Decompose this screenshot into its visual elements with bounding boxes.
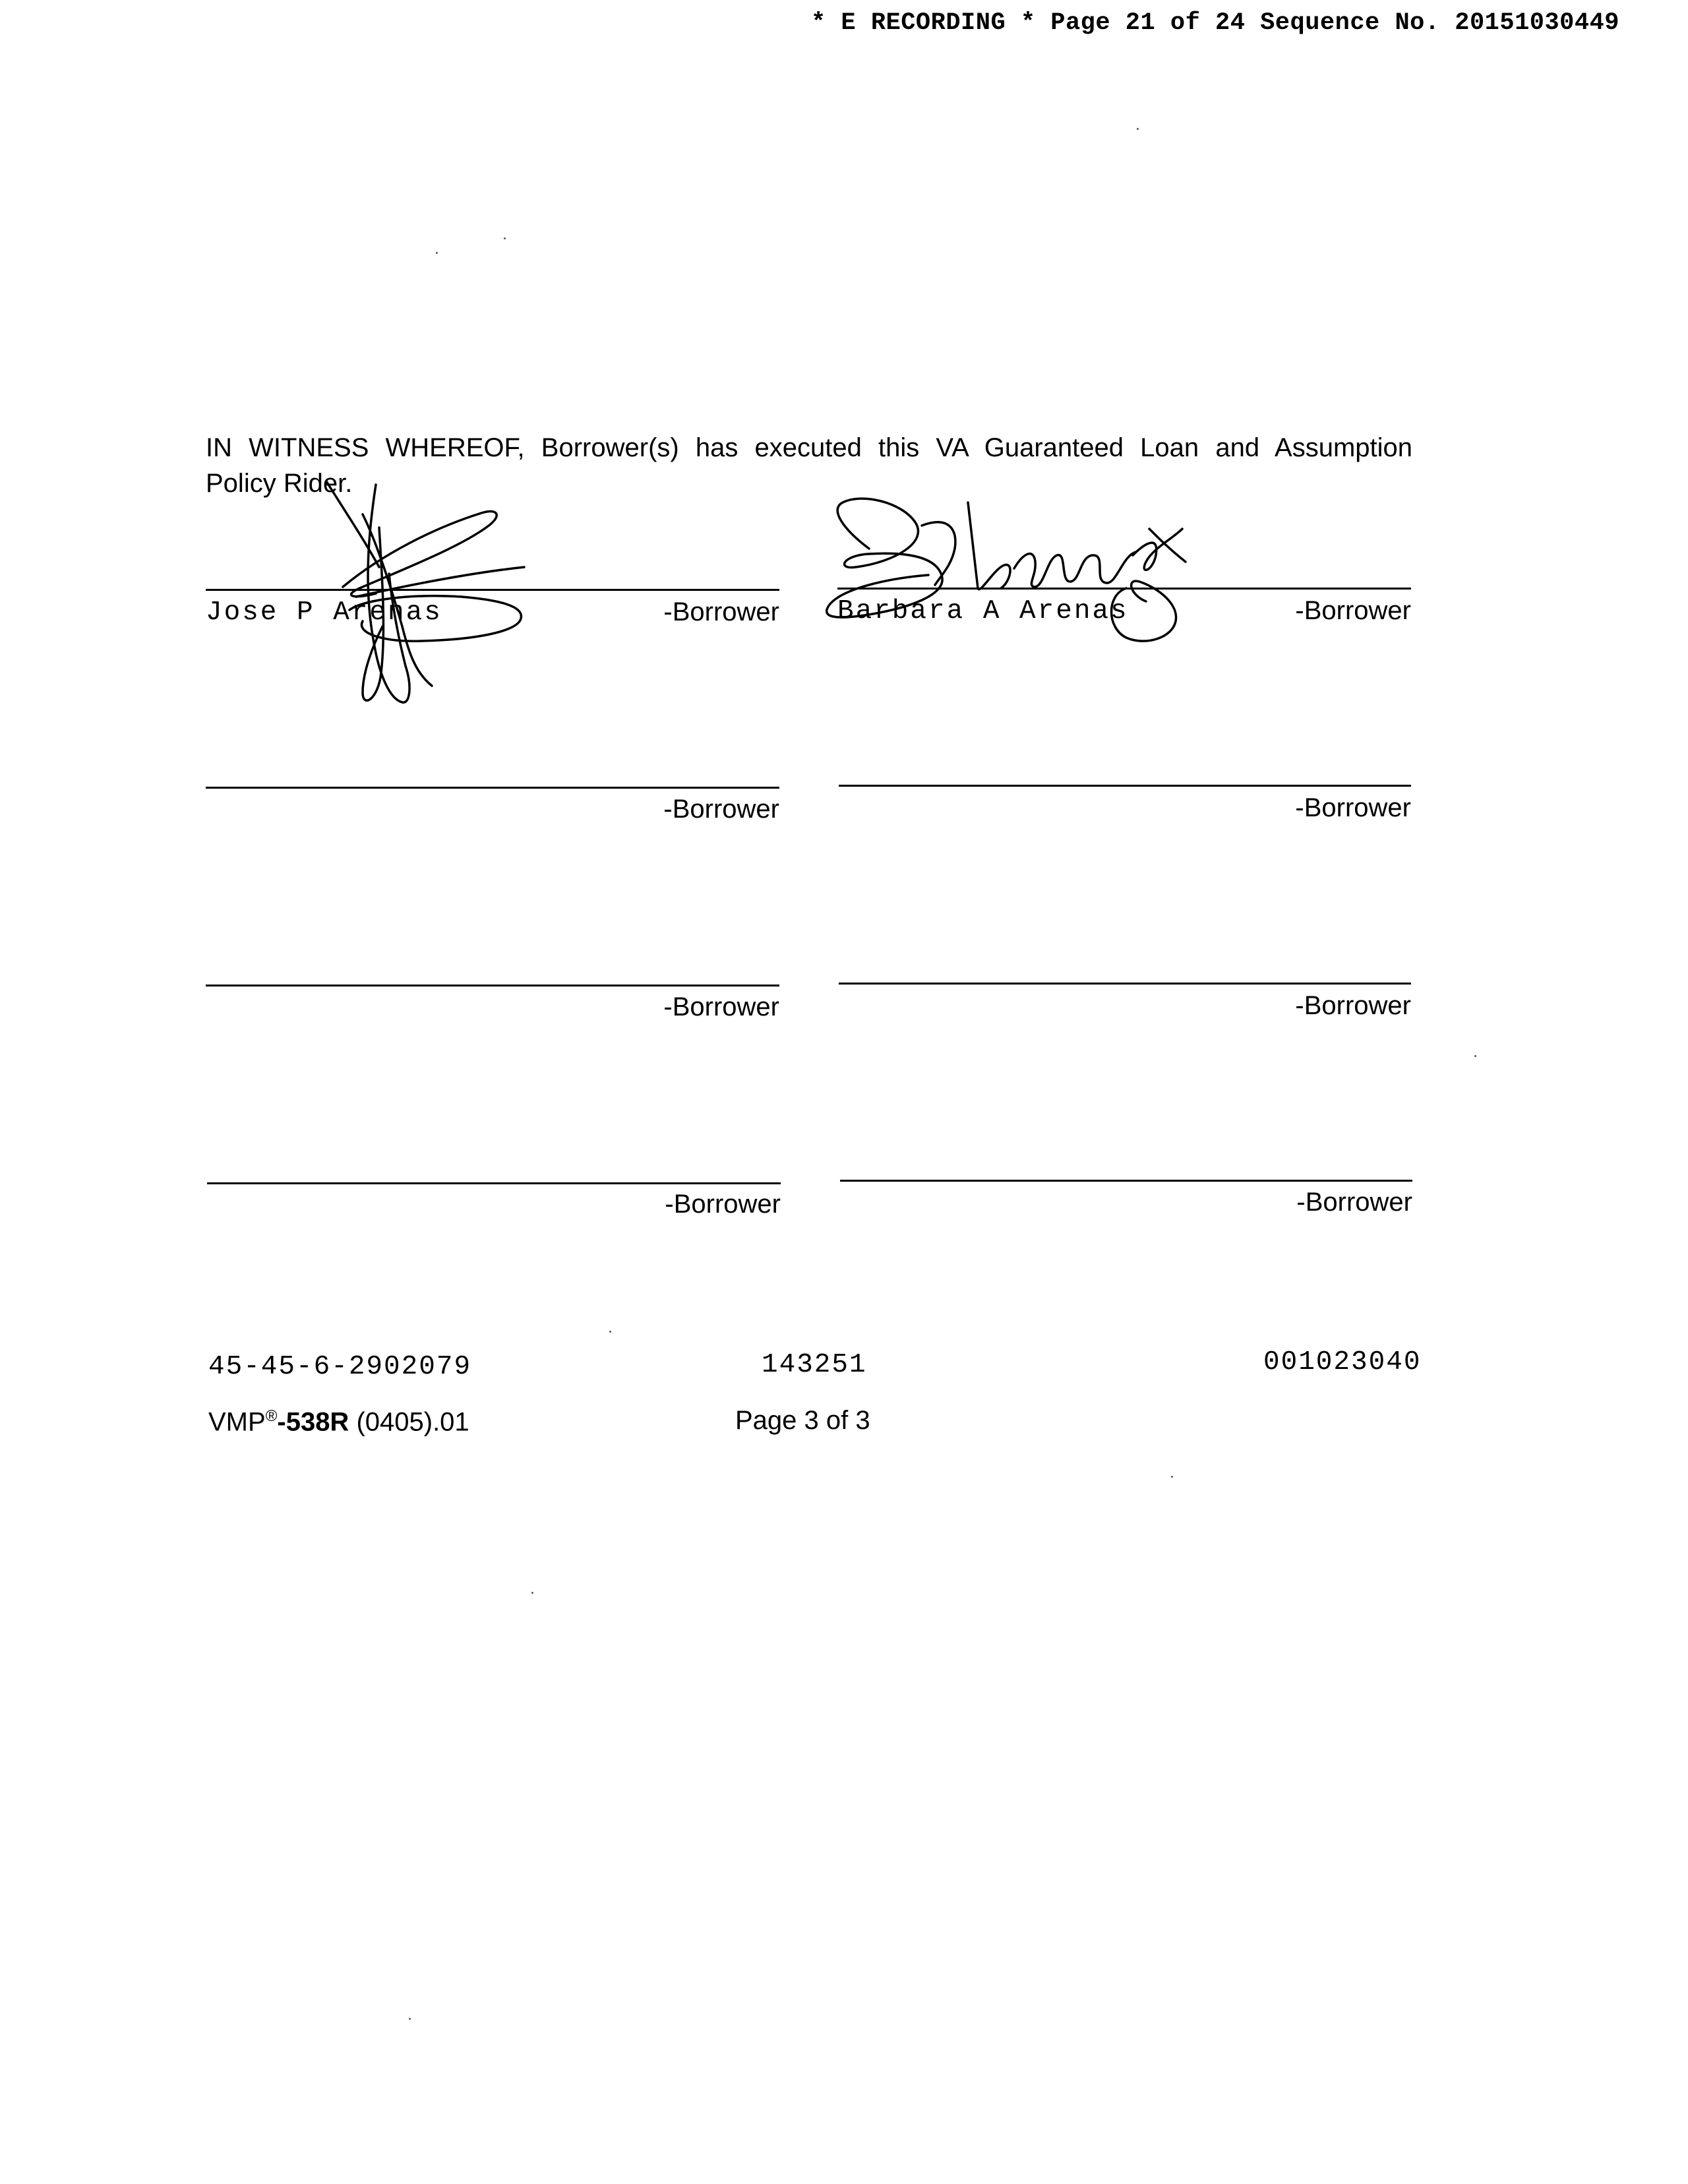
borrower-label-4: -Borrower: [1295, 793, 1411, 822]
recording-header: * E RECORDING * Page 21 of 24 Sequence No. 20151030449: [811, 9, 1619, 37]
scan-speck: [504, 237, 506, 239]
document-number: 001023040: [1263, 1347, 1422, 1378]
signature-line-7: [207, 1182, 781, 1184]
witness-statement-line-2: Policy Rider.: [206, 469, 353, 498]
handwritten-signature-jose: [264, 475, 593, 739]
page-label: Page 3 of 3: [735, 1406, 870, 1435]
form-code-suffix: (0405).01: [349, 1407, 469, 1437]
signature-line-6: [839, 983, 1411, 985]
scan-speck: [1137, 128, 1139, 130]
borrower-label-5: -Borrower: [663, 992, 779, 1021]
scan-speck: [609, 1331, 611, 1333]
borrower-label-7: -Borrower: [665, 1190, 781, 1219]
scan-speck: [1474, 1055, 1476, 1057]
reference-number: 143251: [762, 1350, 867, 1380]
scan-speck: [1171, 1476, 1173, 1478]
form-code-prefix: VMP: [208, 1407, 266, 1437]
borrower-name-2: Barbara A Arenas: [837, 596, 1129, 626]
borrower-label-8: -Borrower: [1296, 1188, 1412, 1217]
signature-line-5: [206, 985, 779, 986]
signature-line-8: [840, 1180, 1412, 1182]
borrower-name-1: Jose P Arenas: [206, 597, 442, 628]
borrower-label-1: -Borrower: [663, 597, 779, 626]
borrower-label-3: -Borrower: [663, 795, 779, 824]
scan-speck: [436, 252, 438, 254]
borrower-label-6: -Borrower: [1295, 991, 1411, 1020]
registered-mark: ®: [265, 1407, 278, 1425]
borrower-label-2: -Borrower: [1295, 596, 1411, 625]
scan-speck: [409, 2018, 411, 2020]
signature-line-4: [839, 785, 1411, 787]
witness-statement-line-1: IN WITNESS WHEREOF, Borrower(s) has executed this VA Guaranteed Loan and Assumption: [206, 433, 1412, 462]
signature-line-3: [206, 787, 779, 789]
scan-speck: [531, 1592, 533, 1594]
loan-number: 45-45-6-2902079: [208, 1352, 472, 1382]
form-code: [208, 1407, 469, 1437]
form-code-number: -538R: [277, 1407, 349, 1437]
handwritten-signature-barbara: [816, 489, 1212, 654]
